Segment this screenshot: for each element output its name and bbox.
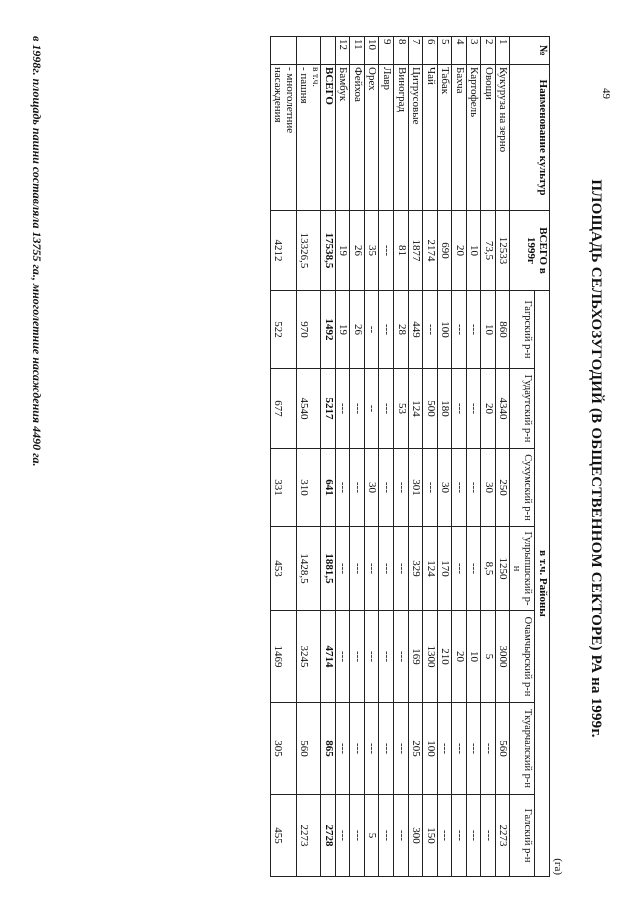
district-value: 2273 [495, 795, 510, 877]
subtotal-district-value: 1428,5 [296, 527, 321, 611]
crop-name: Фейхоа [350, 65, 365, 211]
district-value: 30 [437, 449, 452, 527]
crop-name: Чай [423, 65, 438, 211]
subtotal-district-value: 2273 [296, 795, 321, 877]
row-number [270, 37, 296, 65]
table-row [364, 37, 379, 877]
table-row [408, 37, 423, 877]
district-value: -- [364, 291, 379, 369]
crop-total: 12533 [495, 211, 510, 291]
subtotal-district-value: 455 [270, 795, 296, 877]
subtotal-label-line1: - многолетние [283, 67, 296, 134]
page-title: ПЛОЩАДЬ СЕЛЬХОЗУГОДИЙ (В ОБЩЕСТВЕННОМ СЕКТОРЕ) РА на 1999г. [588, 179, 604, 738]
district-value: 169 [408, 611, 423, 703]
district-value: 3000 [495, 611, 510, 703]
district-value: --- [452, 527, 467, 611]
district-value: --- [335, 449, 350, 527]
district-value: 10 [466, 611, 481, 703]
district-value: --- [350, 527, 365, 611]
district-total: 641 [321, 449, 336, 527]
crop-total: 35 [364, 211, 379, 291]
row-number [321, 37, 336, 65]
row-number: 9 [379, 37, 394, 65]
district-value: 10 [481, 291, 496, 369]
district-value: 100 [437, 291, 452, 369]
district-value: 860 [495, 291, 510, 369]
col-header-total: ВСЕГО в 1999г [510, 211, 550, 291]
district-value: --- [466, 449, 481, 527]
district-value: --- [481, 703, 496, 795]
district-value: 329 [408, 527, 423, 611]
district-value: 1250 [495, 527, 510, 611]
district-value: --- [466, 369, 481, 449]
district-value: --- [335, 795, 350, 877]
district-value: 4340 [495, 369, 510, 449]
total-row [321, 37, 336, 877]
district-value: --- [394, 449, 409, 527]
crop-total: 690 [437, 211, 452, 291]
crop-total: 19 [335, 211, 350, 291]
subtotal-label-line2: насаждения [272, 67, 285, 123]
district-value: --- [335, 369, 350, 449]
row-number: 10 [364, 37, 379, 65]
district-value: --- [452, 795, 467, 877]
col-header-district: Гагрский р-н [510, 291, 535, 369]
subtotal-district-value: 1469 [270, 611, 296, 703]
district-value: 5 [481, 611, 496, 703]
district-value: --- [350, 795, 365, 877]
total-label: ВСЕГО [321, 65, 336, 211]
district-value: 170 [437, 527, 452, 611]
district-value: 19 [335, 291, 350, 369]
district-value: --- [350, 611, 365, 703]
row-number: 3 [466, 37, 481, 65]
row-number: 1 [495, 37, 510, 65]
district-value: --- [379, 291, 394, 369]
district-value: --- [466, 527, 481, 611]
table-row [437, 37, 452, 877]
district-value: --- [394, 527, 409, 611]
district-value: --- [394, 795, 409, 877]
district-value: --- [466, 291, 481, 369]
crop-name: Картофель [466, 65, 481, 211]
subtotal-label [296, 65, 321, 211]
subtotal-district-value: 305 [270, 703, 296, 795]
table-row [423, 37, 438, 877]
rotated-page-content [12, 36, 604, 881]
district-value: 30 [481, 449, 496, 527]
district-value: 300 [408, 795, 423, 877]
district-value: --- [335, 611, 350, 703]
table-row [394, 37, 409, 877]
district-value: --- [364, 703, 379, 795]
crop-total: 2174 [423, 211, 438, 291]
district-value: --- [379, 611, 394, 703]
subtotal-total: 4212 [270, 211, 296, 291]
district-value: --- [379, 527, 394, 611]
district-value: --- [350, 449, 365, 527]
row-number [296, 37, 321, 65]
district-value: 180 [437, 369, 452, 449]
subtotal-district-value: 560 [296, 703, 321, 795]
table-row [481, 37, 496, 877]
crop-total: 73,5 [481, 211, 496, 291]
district-value: --- [335, 527, 350, 611]
district-value: --- [379, 795, 394, 877]
district-value: 8,5 [481, 527, 496, 611]
district-value: --- [452, 703, 467, 795]
col-header-district: Гудаутский р-н [510, 369, 535, 449]
district-value: 205 [408, 703, 423, 795]
district-value: 500 [423, 369, 438, 449]
district-value: 150 [423, 795, 438, 877]
table-row [335, 37, 350, 877]
district-value: 250 [495, 449, 510, 527]
col-header-district: Гулрыпшский р-н [510, 527, 535, 611]
subtotal-district-value: 331 [270, 449, 296, 527]
district-value: --- [466, 703, 481, 795]
district-total: 865 [321, 703, 336, 795]
col-header-district: Очамчырский р-н [510, 611, 535, 703]
district-value: --- [394, 611, 409, 703]
district-value: 26 [350, 291, 365, 369]
row-number: 6 [423, 37, 438, 65]
district-value: --- [364, 611, 379, 703]
table-row [452, 37, 467, 877]
crop-name: Овощи [481, 65, 496, 211]
district-value: --- [394, 703, 409, 795]
col-header-no: № [510, 37, 550, 65]
row-number: 5 [437, 37, 452, 65]
district-total: 5217 [321, 369, 336, 449]
district-value: --- [452, 291, 467, 369]
table-row [350, 37, 365, 877]
table-row [379, 37, 394, 877]
row-number: 11 [350, 37, 365, 65]
subtotal-district-value: 522 [270, 291, 296, 369]
district-value: 301 [408, 449, 423, 527]
district-value: 449 [408, 291, 423, 369]
table-row [495, 37, 510, 877]
district-value: 210 [437, 611, 452, 703]
row-number: 8 [394, 37, 409, 65]
crop-total: 20 [452, 211, 467, 291]
district-value: 100 [423, 703, 438, 795]
subtotal-label-line1: в т.ч. [310, 67, 321, 87]
crop-name: Бамбук [335, 65, 350, 211]
district-value: 20 [481, 369, 496, 449]
district-value: --- [335, 703, 350, 795]
district-value: -- [364, 369, 379, 449]
crop-total: 81 [394, 211, 409, 291]
district-value: --- [379, 369, 394, 449]
row-number: 4 [452, 37, 467, 65]
district-value: 1300 [423, 611, 438, 703]
row-number: 7 [408, 37, 423, 65]
crop-name: Виноград [394, 65, 409, 211]
subtotal-district-value: 3245 [296, 611, 321, 703]
subtotal-total: 13326,5 [296, 211, 321, 291]
crop-name: Бахча [452, 65, 467, 211]
subtotal-label [270, 65, 296, 211]
district-value: --- [379, 449, 394, 527]
page-number: 49 [600, 88, 612, 99]
district-value: --- [350, 369, 365, 449]
col-header-districts-group: в т.ч. Районы [535, 291, 550, 877]
subtotal-district-value: 970 [296, 291, 321, 369]
district-value: --- [364, 527, 379, 611]
district-value: --- [350, 703, 365, 795]
subtotal-label-line2: - пашня [298, 67, 311, 104]
district-value: --- [452, 369, 467, 449]
table-row [466, 37, 481, 877]
crop-area-table [270, 36, 550, 877]
crop-name: Орех [364, 65, 379, 211]
crop-total: 1877 [408, 211, 423, 291]
col-header-crop: Наименование культур [510, 65, 550, 211]
grand-total: 17538,5 [321, 211, 336, 291]
crop-name: Лавр [379, 65, 394, 211]
district-value: 53 [394, 369, 409, 449]
col-header-district: Ткуарчалский р-н [510, 703, 535, 795]
district-total: 1492 [321, 291, 336, 369]
subtotal-row [270, 37, 296, 877]
subtotal-row [296, 37, 321, 877]
district-value: --- [423, 291, 438, 369]
district-total: 4714 [321, 611, 336, 703]
district-value: 20 [452, 611, 467, 703]
row-number: 12 [335, 37, 350, 65]
district-total: 1881,5 [321, 527, 336, 611]
subtotal-district-value: 677 [270, 369, 296, 449]
table-header-row [535, 37, 550, 877]
crop-total: 26 [350, 211, 365, 291]
district-value: --- [423, 449, 438, 527]
district-value: --- [437, 795, 452, 877]
district-value: --- [437, 703, 452, 795]
crop-total: --- [379, 211, 394, 291]
district-value: 28 [394, 291, 409, 369]
crop-name: Табак [437, 65, 452, 211]
row-number: 2 [481, 37, 496, 65]
district-value: 5 [364, 795, 379, 877]
district-value: --- [379, 703, 394, 795]
district-value: 30 [364, 449, 379, 527]
district-value: 560 [495, 703, 510, 795]
district-value: --- [452, 449, 467, 527]
col-header-district: Сухумский р-н [510, 449, 535, 527]
crop-total: 10 [466, 211, 481, 291]
district-value: 124 [408, 369, 423, 449]
district-total: 2728 [321, 795, 336, 877]
crop-name: Кукуруза на зерно [495, 65, 510, 211]
subtotal-district-value: 453 [270, 527, 296, 611]
district-value: --- [466, 795, 481, 877]
subtotal-district-value: 4540 [296, 369, 321, 449]
district-value: --- [481, 795, 496, 877]
footnote: в 1998г. площадь пашни составляла 13755 га., многолетние насаждения 4490 га. [30, 36, 44, 467]
district-value: 124 [423, 527, 438, 611]
unit-label: (га) [552, 858, 564, 875]
crop-name: Цитрусовые [408, 65, 423, 211]
col-header-district: Галский р-н [510, 795, 535, 877]
subtotal-district-value: 310 [296, 449, 321, 527]
